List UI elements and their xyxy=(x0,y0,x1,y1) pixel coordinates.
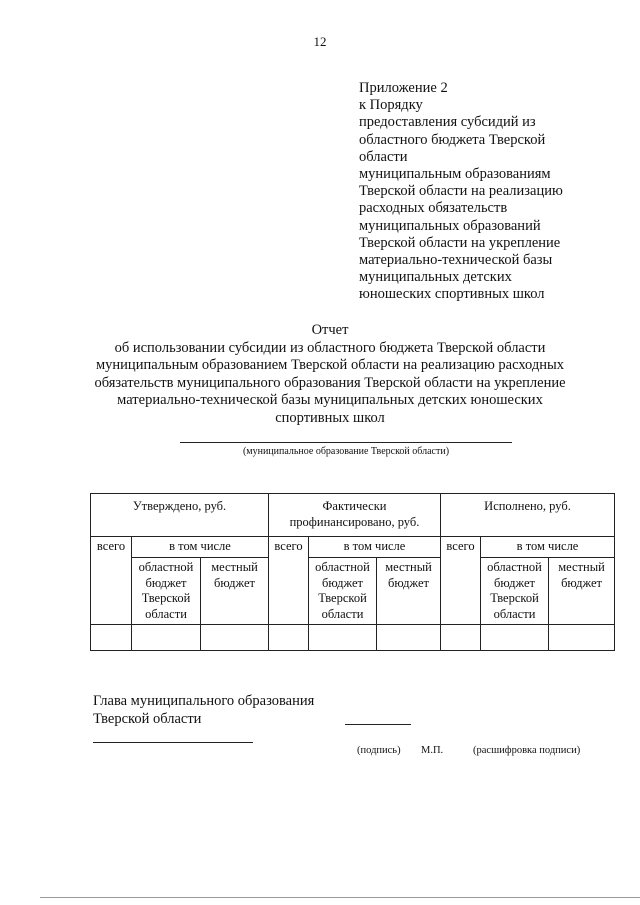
date-line[interactable] xyxy=(93,742,253,743)
empty-cell[interactable] xyxy=(91,625,132,651)
total-header: всего xyxy=(91,537,132,625)
regional-budget-header: областной бюджет Тверской области xyxy=(481,558,549,625)
stamp-caption: М.П. xyxy=(421,745,444,756)
appendix-line: к Порядку xyxy=(359,97,423,114)
including-header: в том числе xyxy=(309,537,441,558)
report-line: муниципальным образованием Тверской области на реализацию расходных xyxy=(95,357,565,373)
empty-cell[interactable] xyxy=(377,625,441,651)
appendix-line: области xyxy=(359,148,408,165)
appendix-line: областного бюджета Тверской xyxy=(359,131,546,148)
financed-header: Фактически профинансировано, руб. xyxy=(269,494,441,537)
appendix-block xyxy=(359,80,619,304)
table-row xyxy=(91,625,615,651)
appendix-line: расходных обязательств xyxy=(359,200,508,217)
bottom-divider xyxy=(40,897,640,898)
page-number: 12 xyxy=(313,34,327,49)
local-budget-header: местный бюджет xyxy=(377,558,441,625)
local-budget-header: местный бюджет xyxy=(201,558,269,625)
appendix-line: муниципальным образованиям xyxy=(359,166,551,183)
head-title-line: Глава муниципального образования xyxy=(93,693,315,709)
regional-budget-header: областной бюджет Тверской области xyxy=(309,558,377,625)
head-signature-block xyxy=(93,692,314,728)
appendix-line: Тверской области на реализацию xyxy=(359,183,563,200)
signature-line[interactable] xyxy=(345,724,411,725)
report-title xyxy=(60,322,600,427)
approved-header: Утверждено, руб. xyxy=(91,494,269,537)
head-title-line: Тверской области xyxy=(93,711,202,727)
report-heading: Отчет xyxy=(311,322,349,338)
decoding-caption: (расшифровка подписи) xyxy=(473,745,581,756)
total-header: всего xyxy=(441,537,481,625)
local-budget-header: местный бюджет xyxy=(549,558,615,625)
report-line: материально-технической базы муниципальных детских юношеских xyxy=(117,392,543,408)
empty-cell[interactable] xyxy=(269,625,309,651)
appendix-line: юношеских спортивных школ xyxy=(359,286,545,303)
empty-cell[interactable] xyxy=(309,625,377,651)
empty-cell[interactable] xyxy=(549,625,615,651)
appendix-line: материально-технической базы xyxy=(359,252,553,269)
report-table xyxy=(90,493,615,651)
report-line: об использовании субсидии из областного бюджета Тверской области xyxy=(114,339,546,356)
regional-budget-header: областной бюджет Тверской области xyxy=(132,558,201,625)
empty-cell[interactable] xyxy=(132,625,201,651)
appendix-line: предоставления субсидий из xyxy=(359,114,536,131)
total-header: всего xyxy=(269,537,309,625)
appendix-line: Приложение 2 xyxy=(359,80,448,96)
municipality-fill-line[interactable] xyxy=(180,442,512,443)
empty-cell[interactable] xyxy=(201,625,269,651)
including-header: в том числе xyxy=(132,537,269,558)
empty-cell[interactable] xyxy=(441,625,481,651)
municipality-caption: (муниципальное образование Тверской области) xyxy=(242,446,450,457)
report-line: спортивных школ xyxy=(275,409,385,426)
appendix-line: муниципальных детских xyxy=(359,269,512,286)
appendix-line: муниципальных образований xyxy=(359,217,541,234)
signature-caption: (подпись) xyxy=(357,745,401,756)
empty-cell[interactable] xyxy=(481,625,549,651)
executed-header: Исполнено, руб. xyxy=(441,494,615,537)
report-line: обязательств муниципального образования Тверской области на укрепление xyxy=(94,374,566,391)
including-header: в том числе xyxy=(481,537,615,558)
appendix-line: Тверской области на укрепление xyxy=(359,234,561,251)
